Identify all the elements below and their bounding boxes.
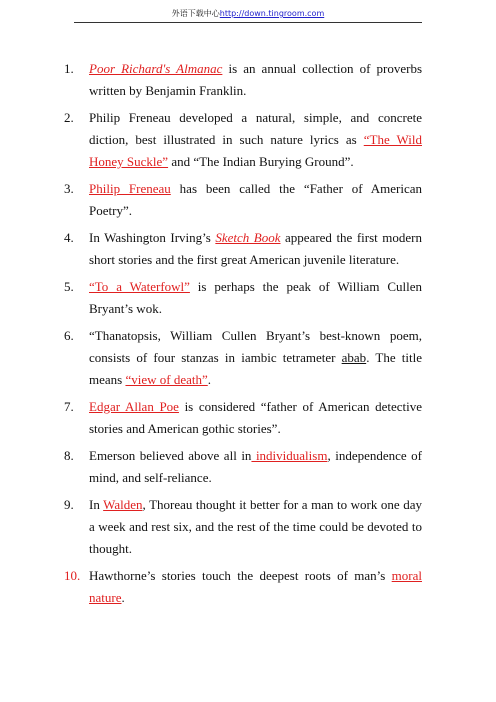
item-number: 2.	[64, 110, 74, 125]
item-text: . The title means	[89, 350, 422, 387]
item-text: , Thoreau thought it better for a man to work one day a week and rest six, and the rest of the time could be devoted to thought.	[89, 497, 422, 556]
answer-text: Edgar Allan Poe	[89, 399, 179, 414]
item-text: In Washington Irving’s	[89, 230, 216, 245]
answer-text: Sketch Book	[215, 230, 281, 245]
answer-text: “The Wild Honey Suckle”	[89, 132, 422, 169]
item-text: has been called the “Father of American Poetry”.	[89, 181, 422, 218]
item-text: , independence of mind, and self-reliance.	[89, 448, 423, 485]
list-item	[64, 227, 422, 271]
meter-text: abab	[341, 350, 367, 365]
header-label: 外语下载中心	[171, 9, 220, 18]
item-text: is considered “father of American detective stories and American gothic stories”.	[89, 399, 422, 436]
item-text: In	[89, 497, 104, 512]
item-number: 7.	[64, 399, 74, 414]
item-number: 10.	[64, 568, 81, 583]
list-item	[64, 565, 422, 609]
list-item	[64, 178, 422, 222]
list-item	[64, 494, 422, 560]
item-number: 1.	[64, 61, 74, 76]
list-item	[64, 58, 422, 102]
item-text: Emerson believed above all in	[89, 448, 252, 463]
item-text: Philip Freneau developed a natural, simple, and concrete diction, best illustrated in such nature lyrics as	[89, 110, 422, 147]
item-text: is an annual collection of proverbs written by Benjamin Franklin.	[89, 61, 422, 98]
list-item	[64, 276, 422, 320]
item-number: 4.	[64, 230, 74, 245]
item-text: .	[207, 372, 212, 387]
answer-text: Walden	[103, 497, 143, 512]
list-item	[64, 325, 422, 391]
answer-text: Poor Richard's Almanac	[89, 61, 223, 76]
answer-text: Philip Freneau	[89, 181, 171, 196]
list-item	[64, 445, 422, 489]
answer-text: “To a Waterfowl”	[89, 279, 190, 294]
answer-text: “view of death”	[125, 372, 208, 387]
item-text: appeared the first modern short stories and the first great American juvenile literature.	[89, 230, 422, 267]
item-number: 8.	[64, 448, 74, 463]
item-text: is perhaps the peak of William Cullen Bryant’s wok.	[89, 279, 422, 316]
item-number: 9.	[64, 497, 74, 512]
list-item	[64, 396, 422, 440]
answer-text: individualism	[251, 448, 328, 463]
question-list	[64, 58, 422, 614]
page-header	[74, 8, 422, 23]
item-text: .	[121, 590, 125, 605]
item-text: “Thanatopsis, William Cullen Bryant’s best-known poem, consists of four stanzas in iambic tetrameter	[89, 328, 422, 365]
header-link[interactable]: http://down.tingroom.com	[219, 9, 325, 18]
item-number: 6.	[64, 328, 74, 343]
answer-text: moral nature	[89, 568, 422, 605]
list-item	[64, 107, 422, 173]
item-number: 5.	[64, 279, 74, 294]
item-number: 3.	[64, 181, 74, 196]
item-text: Hawthorne’s stories touch the deepest roots of man’s	[89, 568, 392, 583]
item-text: and “The Indian Burying Ground”.	[168, 154, 354, 169]
